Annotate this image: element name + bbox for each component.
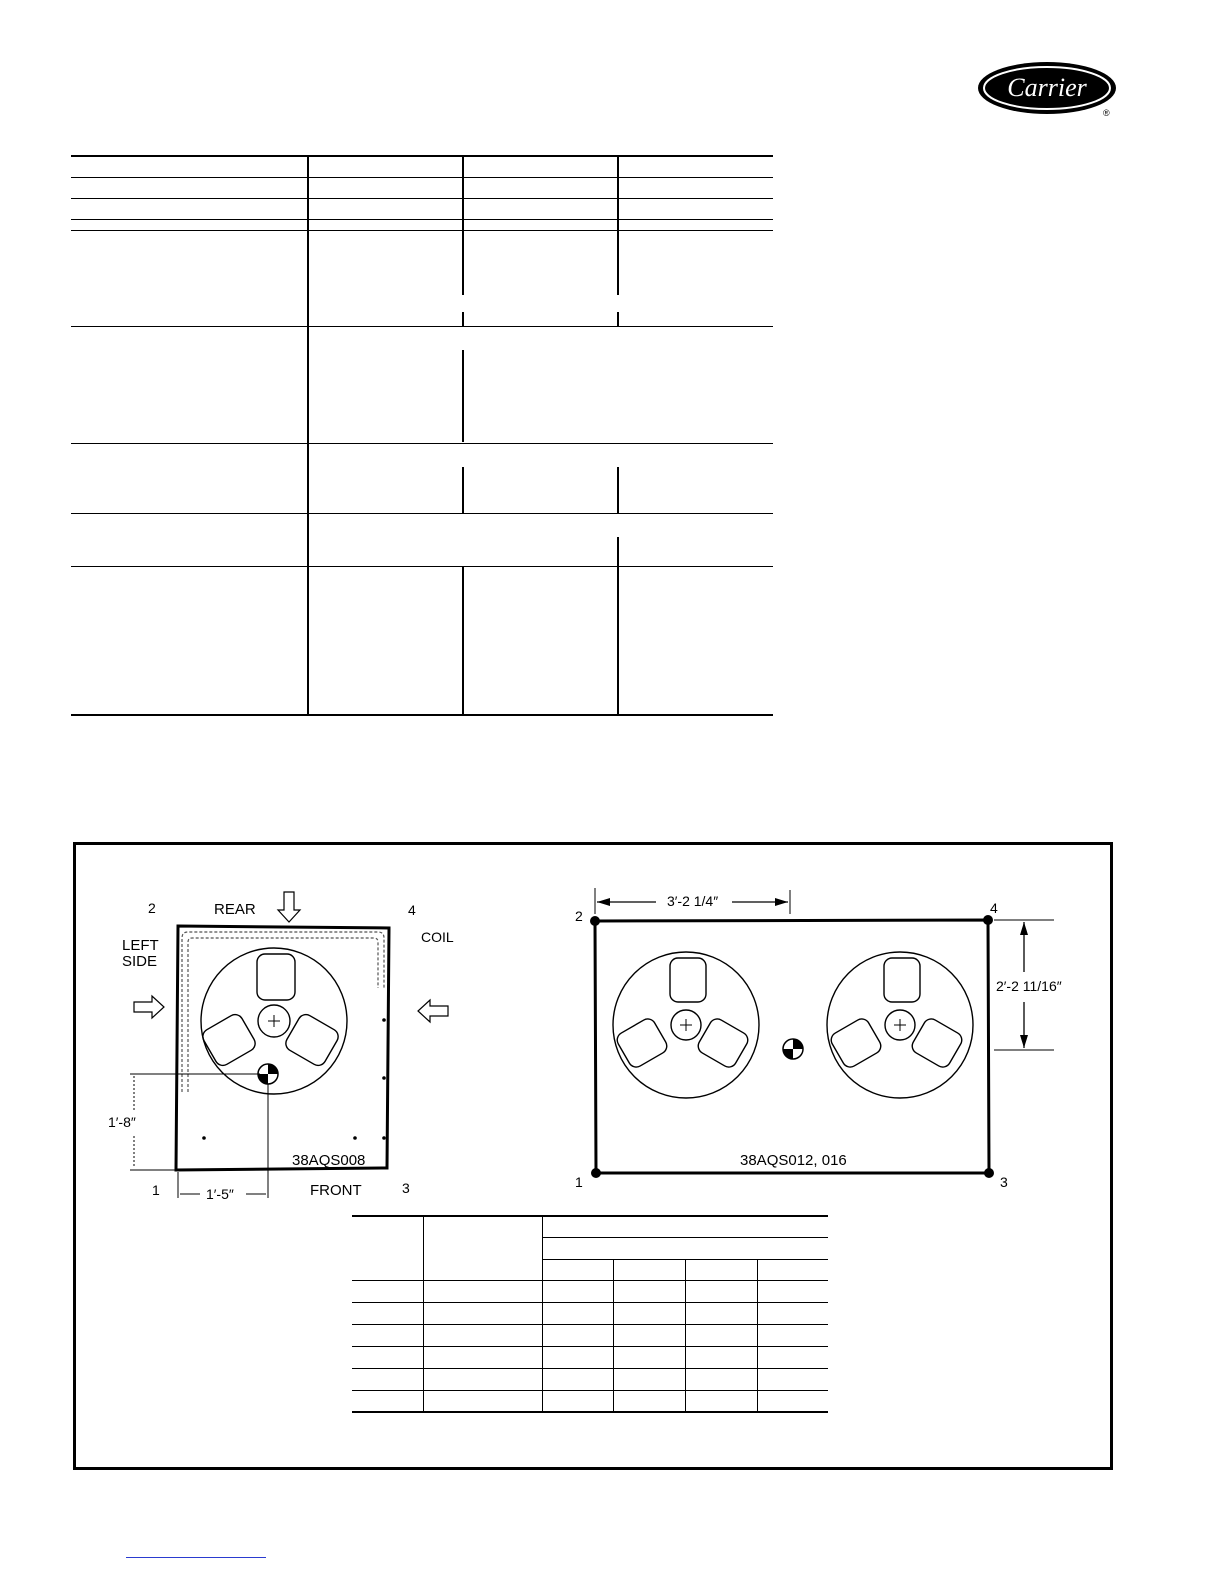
coil-label: COIL [421,929,454,945]
length-dimension-label: 3′-2 1/4″ [667,893,719,909]
weight-table-divider [757,1259,758,1412]
corner-label-1: 1 [575,1174,583,1190]
model-label-38aqs012-016: 38AQS012, 016 [740,1152,847,1169]
corner-label-4: 4 [990,900,998,916]
corner-label-1: 1 [152,1182,160,1198]
weight-table-rule [542,1237,828,1238]
spec-table-rule [71,443,773,444]
weight-table-divider [423,1215,424,1412]
spec-table-divider [462,155,464,295]
spec-table-divider [617,312,619,327]
width-dimension-label: 1′-5″ [206,1186,234,1202]
spec-table-divider [462,312,464,327]
spec-table-divider [617,566,619,716]
corner-label-2: 2 [575,908,583,924]
registered-mark: ® [1103,108,1110,118]
corner-label-3: 3 [402,1180,410,1196]
spec-table-rule [71,155,773,157]
spec-table-divider [617,155,619,295]
depth-dimension-label: 2′-2 11/16″ [996,978,1062,994]
weight-table-divider [542,1215,543,1412]
spec-table-rule [71,219,773,220]
spec-table-rule [71,513,773,514]
unit-38aqs012-016-drawing [580,880,1080,1190]
weight-table-divider [613,1259,614,1412]
rear-label: REAR [214,901,256,918]
spec-table-divider [617,467,619,513]
corner-label-2: 2 [148,900,156,916]
spec-table-rule [71,714,773,716]
left-side-label: LEFT SIDE [122,937,159,970]
corner-label-4: 4 [408,902,416,918]
spec-table-rule [71,230,773,231]
footer-link-underline[interactable] [126,1557,266,1558]
carrier-logo [976,60,1120,120]
spec-table-rule [71,566,773,567]
height-dimension-label: 1′-8″ [108,1114,136,1130]
spec-table-divider [462,467,464,513]
logo-text: Carrier [1007,73,1087,102]
model-label-38aqs008: 38AQS008 [292,1152,366,1169]
spec-table-rule [71,177,773,178]
weight-table-divider [685,1259,686,1412]
spec-table-divider [307,155,309,716]
front-label: FRONT [310,1182,362,1199]
spec-table-divider [462,566,464,716]
corner-label-3: 3 [1000,1174,1008,1190]
spec-table-divider [617,537,619,566]
spec-table-rule [71,326,773,327]
spec-table-divider [462,350,464,442]
spec-table-rule [71,198,773,199]
